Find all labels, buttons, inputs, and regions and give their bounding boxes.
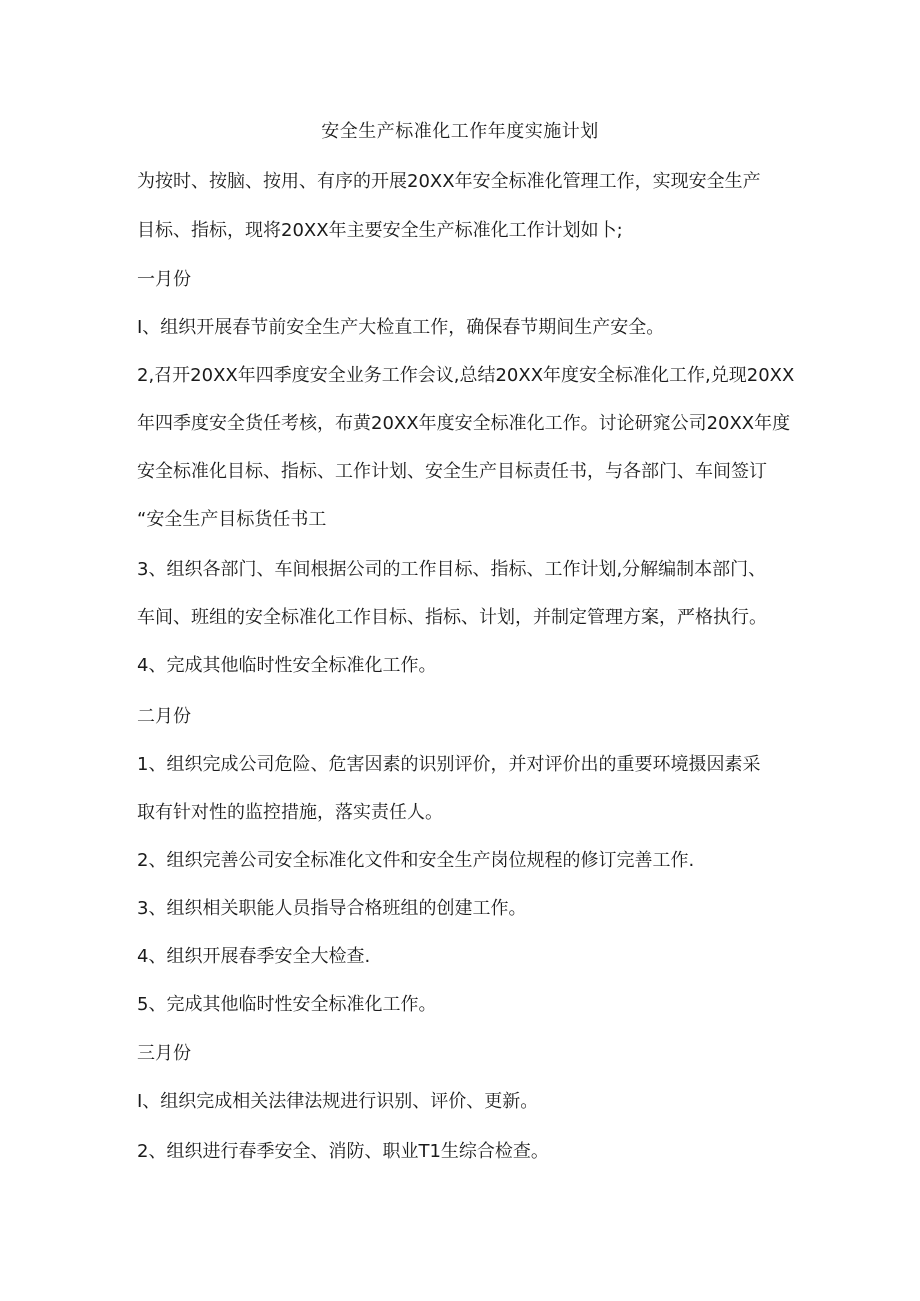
section-heading-march: 三月份 — [137, 1043, 191, 1064]
january-item-4: 4、完成其他临时性安全标准化工作。 — [137, 655, 437, 676]
february-item-3: 3、组织相关职能人员指导合格班组的创建工作。 — [137, 898, 527, 919]
january-item-2-line-2: 年四季度安全货任考核，布黄20XX年度安全标准化工作。讨论研窕公司20XX年度 — [137, 413, 791, 434]
february-item-2: 2、组织完善公司安全标准化文件和安全生产岗位规程的修订完善工作. — [137, 850, 695, 871]
document-title: 安全生产标准化工作年度实施计划 — [321, 121, 599, 142]
intro-line-2: 目标、指标，现将20XX年主要安全生产标准化工作计划如卜; — [137, 220, 623, 241]
february-item-1-line-2: 取有针对性的监控措施，落实责任人。 — [137, 802, 443, 823]
january-item-2-line-3: 安全标准化目标、指标、工作计划、安全生产目标责任书，与各部门、车间签订 — [137, 461, 767, 482]
intro-line-1: 为按时、按脑、按用、有序的开展20XX年安全标准化管理工作，实现安全生产 — [137, 171, 761, 192]
january-item-3-line-2: 车间、班组的安全标准化工作目标、指标、计划，并制定管理方案，严格执行。 — [137, 607, 767, 628]
section-heading-january: 一月份 — [137, 269, 191, 290]
march-item-2: 2、组织进行春季安全、消防、职业T1生综合检查。 — [137, 1141, 549, 1162]
january-item-3-line-1: 3、组织各部门、车间根据公司的工作目标、指标、工作计划,分解编制本部门、 — [137, 559, 767, 580]
february-item-4: 4、组织开展春季安全大检查. — [137, 946, 371, 967]
january-item-2-line-4: “安全生产目标货任书工 — [137, 509, 327, 530]
march-item-1: I、组织完成相关法律法规进行识别、评价、更新。 — [137, 1091, 539, 1112]
january-item-2-line-1: 2,召开20XX年四季度安全业务工作会议,总结20XX年度安全标准化工作,兑现20XX — [137, 365, 795, 386]
february-item-1-line-1: 1、组织完成公司危险、危害因素的识别评价，并对评价出的重要环境摄因素采 — [137, 754, 761, 775]
february-item-5: 5、完成其他临时性安全标准化工作。 — [137, 994, 437, 1015]
section-heading-february: 二月份 — [137, 706, 191, 727]
january-item-1: I、组织开展春节前安全生产大检直工作，确保春节期间生产安全。 — [137, 317, 665, 338]
